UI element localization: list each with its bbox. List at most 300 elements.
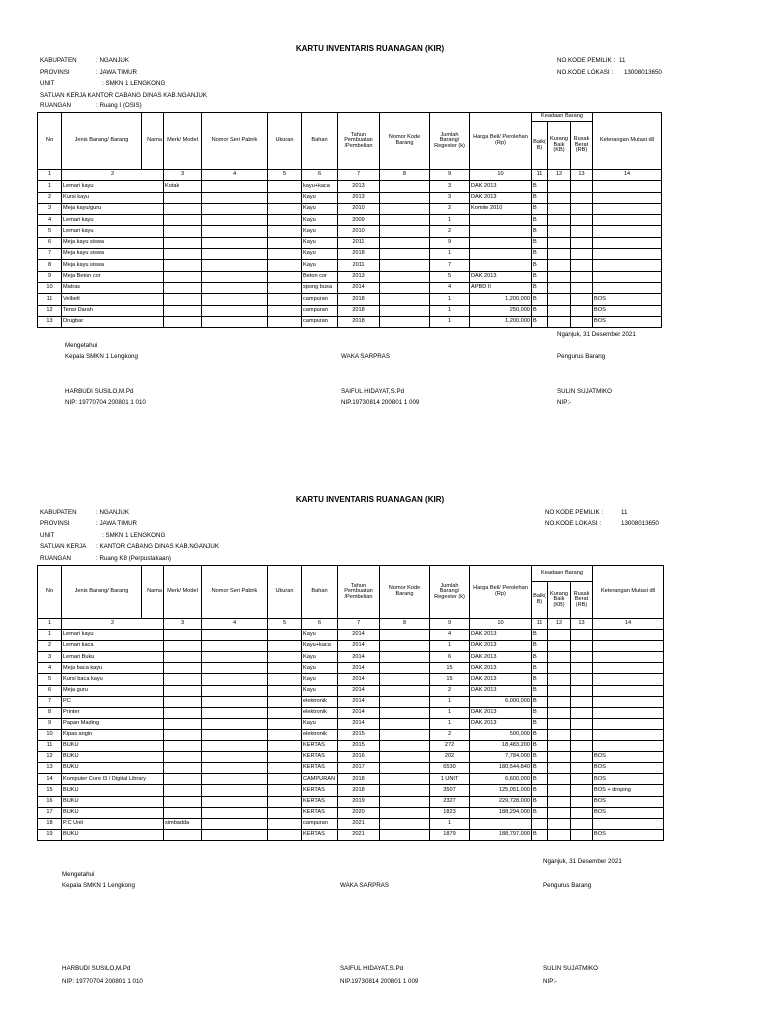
cell-keterangan [593, 729, 664, 740]
cell-kurang-baik [548, 752, 571, 763]
cell-kode-barang [380, 674, 430, 685]
cell-jumlah: 15 [430, 663, 470, 674]
cell-harga: DAK 2013 [470, 663, 532, 674]
cell-nomor-seri [202, 271, 268, 282]
cell-tahun: 2014 [338, 685, 380, 696]
header-nama: Nama [142, 566, 164, 619]
header-kode-barang: Nomor Kode Barang [380, 113, 430, 170]
cell-rusak-berat [571, 271, 593, 282]
cell-keterangan [593, 181, 662, 192]
cell-no: 5 [38, 226, 62, 237]
cell-bahan: elektronik [302, 707, 338, 718]
column-number: 11 [532, 619, 548, 630]
cell-nomor-seri [202, 796, 268, 807]
cell-jenis-barang: BUKU [62, 752, 164, 763]
cell-jumlah: 4 [430, 282, 470, 293]
cell-no: 9 [38, 718, 62, 729]
column-number: 11 [532, 170, 548, 181]
cell-merk [164, 294, 202, 305]
kir-2-waka-name: SAIFUL HIDAYAT,S.Pd [340, 965, 404, 972]
cell-harga: 188,797,000 [470, 829, 532, 840]
cell-jumlah: 1 [430, 305, 470, 316]
cell-baik: B [532, 249, 548, 260]
cell-baik: B [532, 271, 548, 282]
cell-kode-barang [380, 305, 430, 316]
cell-tahun: 2014 [338, 641, 380, 652]
cell-jumlah: 1 [430, 696, 470, 707]
cell-harga: 7,784,000 [470, 752, 532, 763]
cell-keterangan: BOS [593, 796, 664, 807]
kir-2-mengetahui: Mengetahui [62, 871, 95, 878]
cell-baik: B [532, 785, 548, 796]
cell-tahun: 2014 [338, 674, 380, 685]
table-row [38, 192, 662, 203]
cell-ukuran [268, 192, 302, 203]
cell-keterangan: BOS [593, 305, 662, 316]
kir-2-rows [38, 630, 664, 841]
cell-jumlah: 4 [430, 630, 470, 641]
cell-ukuran [268, 630, 302, 641]
kir-1-waka-nip: NIP.19730814 200801 1 009 [341, 399, 420, 406]
cell-jumlah: 1823 [430, 807, 470, 818]
cell-bahan: Kayu [302, 260, 338, 271]
cell-kode-barang [380, 203, 430, 214]
column-number: 7 [338, 170, 380, 181]
cell-kurang-baik [548, 718, 571, 729]
column-number: 12 [548, 619, 571, 630]
kir-2-kepala-nip: NIP: 19770704 200801 1 010 [62, 978, 143, 985]
cell-tahun: 2014 [338, 696, 380, 707]
cell-tahun: 2013 [338, 181, 380, 192]
cell-tahun: 2014 [338, 663, 380, 674]
cell-no: 6 [38, 685, 62, 696]
header-jumlah: Jumlah Barang/ Regester (k) [430, 566, 470, 619]
kir-1-satuan-kerja: SATUAN KERJA: KANTOR CABANG DINAS KAB.NGANJUK [40, 92, 207, 99]
cell-merk: simbadda [164, 818, 202, 829]
cell-rusak-berat [571, 818, 593, 829]
column-number: 14 [593, 170, 662, 181]
cell-ukuran [268, 807, 302, 818]
kir-1-pengurus-title: Pengurus Barang [557, 353, 606, 360]
cell-rusak-berat [571, 192, 593, 203]
cell-kode-barang [380, 294, 430, 305]
cell-keterangan [593, 260, 662, 271]
cell-jumlah: 9 [430, 237, 470, 248]
cell-no: 9 [38, 271, 62, 282]
kir-2-kode-lokasi: NO.KODE LOKASI : 13008013650 [545, 520, 659, 527]
column-number: 3 [164, 170, 202, 181]
cell-merk [164, 663, 202, 674]
cell-no: 4 [38, 215, 62, 226]
kir-1-kode-lokasi: NO.KODE LOKASI : 13008013650 [557, 69, 662, 76]
cell-keterangan: BOS [593, 294, 662, 305]
cell-baik: B [532, 192, 548, 203]
table-row [38, 718, 664, 729]
cell-keterangan [593, 707, 664, 718]
cell-keterangan [593, 663, 664, 674]
cell-bahan: KERTAS [302, 752, 338, 763]
cell-bahan: CAMPURAN [302, 774, 338, 785]
cell-nomor-seri [202, 294, 268, 305]
cell-jumlah: 1 [430, 294, 470, 305]
cell-no: 14 [38, 774, 62, 785]
cell-keterangan: BOS [593, 316, 662, 327]
cell-jenis-barang: BUKU [62, 763, 164, 774]
cell-kurang-baik [548, 215, 571, 226]
cell-kurang-baik [548, 249, 571, 260]
cell-rusak-berat [571, 763, 593, 774]
cell-bahan: spong busa [302, 282, 338, 293]
cell-baik: B [532, 226, 548, 237]
column-number-row [38, 170, 662, 181]
cell-bahan: Kayu [302, 237, 338, 248]
header-harga: Harga Beli/ Perolehan (Rp) [470, 113, 532, 170]
cell-ukuran [268, 785, 302, 796]
cell-baik: B [532, 215, 548, 226]
cell-merk [164, 271, 202, 282]
cell-kode-barang [380, 630, 430, 641]
cell-baik: B [532, 729, 548, 740]
cell-kode-barang [380, 796, 430, 807]
cell-kode-barang [380, 237, 430, 248]
kir-1-ruangan: RUANGAN : Ruang I (OSIS) [40, 102, 142, 109]
cell-tahun: 2018 [338, 305, 380, 316]
cell-jumlah: 2 [430, 729, 470, 740]
table-row [38, 316, 662, 327]
cell-baik: B [532, 630, 548, 641]
cell-ukuran [268, 796, 302, 807]
cell-ukuran [268, 752, 302, 763]
column-number: 4 [202, 619, 268, 630]
cell-baik: B [532, 696, 548, 707]
cell-rusak-berat [571, 807, 593, 818]
header-keterangan: Keterangan Mutasi dll [593, 113, 662, 170]
table-row [38, 729, 664, 740]
cell-bahan: Kayu [302, 192, 338, 203]
cell-kode-barang [380, 696, 430, 707]
column-number: 5 [268, 619, 302, 630]
cell-harga: DAK 2013 [470, 718, 532, 729]
cell-tahun: 2013 [338, 271, 380, 282]
table-row [38, 696, 664, 707]
cell-kurang-baik [548, 226, 571, 237]
cell-jenis-barang: Lemari kayu [62, 226, 164, 237]
cell-jenis-barang: BUKU [62, 829, 164, 840]
cell-tahun: 2011 [338, 237, 380, 248]
cell-kode-barang [380, 663, 430, 674]
cell-merk [164, 249, 202, 260]
cell-kurang-baik [548, 260, 571, 271]
cell-merk [164, 316, 202, 327]
kir-1-title: KARTU INVENTARIS RUANAGAN (KIR) [295, 44, 445, 53]
cell-kode-barang [380, 707, 430, 718]
table-row [38, 215, 662, 226]
cell-no: 18 [38, 818, 62, 829]
header-bahan: Bahan [302, 566, 338, 619]
cell-kode-barang [380, 807, 430, 818]
cell-baik [532, 818, 548, 829]
cell-no: 1 [38, 630, 62, 641]
cell-tahun: 2018 [338, 316, 380, 327]
cell-merk [164, 829, 202, 840]
cell-merk [164, 785, 202, 796]
cell-harga: DAK 2013 [470, 630, 532, 641]
cell-no: 11 [38, 741, 62, 752]
cell-tahun: 2018 [338, 774, 380, 785]
cell-no: 16 [38, 796, 62, 807]
cell-kode-barang [380, 249, 430, 260]
cell-jumlah: 3507 [430, 785, 470, 796]
cell-ukuran [268, 181, 302, 192]
cell-harga: 6,000,000 [470, 696, 532, 707]
cell-nomor-seri [202, 729, 268, 740]
cell-baik: B [532, 641, 548, 652]
cell-ukuran [268, 260, 302, 271]
kir-2-inventory-table [37, 565, 664, 841]
column-number: 3 [164, 619, 202, 630]
cell-nomor-seri [202, 785, 268, 796]
cell-baik: B [532, 807, 548, 818]
cell-bahan: KERTAS [302, 785, 338, 796]
cell-baik: B [532, 741, 548, 752]
cell-keterangan: BOS [593, 774, 664, 785]
cell-ukuran [268, 741, 302, 752]
cell-kode-barang [380, 763, 430, 774]
kir-2-title: KARTU INVENTARIS RUANAGAN (KIR) [295, 495, 445, 504]
header-tahun: Tahun Pembuatan /Pembelian [338, 113, 380, 170]
cell-ukuran [268, 249, 302, 260]
cell-harga: 229,728,000 [470, 796, 532, 807]
cell-no: 2 [38, 641, 62, 652]
cell-tahun: 2014 [338, 652, 380, 663]
cell-baik: B [532, 796, 548, 807]
cell-kode-barang [380, 271, 430, 282]
cell-ukuran [268, 641, 302, 652]
kir-2-date: Nganjuk, 31 Desember 2021 [543, 858, 622, 865]
cell-rusak-berat [571, 652, 593, 663]
cell-bahan: Kayu [302, 630, 338, 641]
cell-rusak-berat [571, 752, 593, 763]
cell-no: 2 [38, 192, 62, 203]
cell-rusak-berat [571, 203, 593, 214]
cell-jenis-barang: Tensi Darah [62, 305, 164, 316]
cell-nomor-seri [202, 237, 268, 248]
cell-jenis-barang: Kursi kayu [62, 192, 164, 203]
cell-tahun: 2017 [338, 763, 380, 774]
cell-kode-barang [380, 752, 430, 763]
cell-harga: Komite 2010 [470, 203, 532, 214]
cell-kode-barang [380, 192, 430, 203]
cell-rusak-berat [571, 729, 593, 740]
cell-kurang-baik [548, 294, 571, 305]
cell-jenis-barang: BUKU [62, 741, 164, 752]
cell-tahun: 2014 [338, 718, 380, 729]
cell-bahan: kayu+kaca [302, 181, 338, 192]
cell-kurang-baik [548, 203, 571, 214]
kir-2-provinsi: PROVINSI : JAWA TIMUR [40, 520, 138, 527]
cell-jenis-barang: P.C Unit [62, 818, 164, 829]
cell-baik: B [532, 718, 548, 729]
cell-kurang-baik [548, 237, 571, 248]
cell-keterangan [593, 674, 664, 685]
cell-jenis-barang: Lemari Buku [62, 652, 164, 663]
table-row [38, 641, 664, 652]
kir-1-kabupaten: KABUPATEN : NGANJUK [40, 57, 130, 64]
cell-merk [164, 752, 202, 763]
header-jenis-barang: Jenis Barang/ Barang [62, 113, 142, 170]
cell-tahun: 2013 [338, 192, 380, 203]
header-jumlah: Jumlah Barang/ Regester (k) [430, 113, 470, 170]
cell-no: 12 [38, 305, 62, 316]
table-row [38, 774, 664, 785]
header-tahun: Tahun Pembuatan /Pembelian [338, 566, 380, 619]
table-row [38, 674, 664, 685]
column-number: 6 [302, 170, 338, 181]
cell-no: 8 [38, 707, 62, 718]
cell-keterangan [593, 818, 664, 829]
column-number: 14 [593, 619, 664, 630]
cell-no: 4 [38, 663, 62, 674]
cell-jumlah: 7 [430, 260, 470, 271]
cell-jumlah: 6530 [430, 763, 470, 774]
cell-merk [164, 807, 202, 818]
cell-ukuran [268, 226, 302, 237]
cell-jenis-barang: Meja kayu siswa [62, 237, 164, 248]
cell-baik: B [532, 707, 548, 718]
cell-bahan: campuran [302, 316, 338, 327]
cell-jumlah: 1 UNIT [430, 774, 470, 785]
cell-jumlah: 6 [430, 652, 470, 663]
cell-rusak-berat [571, 630, 593, 641]
cell-jenis-barang: Lemari kayu [62, 215, 164, 226]
cell-ukuran [268, 282, 302, 293]
cell-jumlah: 5 [430, 271, 470, 282]
cell-keterangan [593, 718, 664, 729]
table-row [38, 181, 662, 192]
cell-baik: B [532, 829, 548, 840]
cell-ukuran [268, 271, 302, 282]
cell-kurang-baik [548, 282, 571, 293]
cell-baik: B [532, 237, 548, 248]
cell-ukuran [268, 215, 302, 226]
cell-bahan: KERTAS [302, 763, 338, 774]
cell-keterangan [593, 203, 662, 214]
column-number: 8 [380, 170, 430, 181]
cell-merk [164, 696, 202, 707]
cell-kurang-baik [548, 630, 571, 641]
cell-nomor-seri [202, 181, 268, 192]
column-number: 13 [571, 170, 593, 181]
cell-rusak-berat [571, 774, 593, 785]
cell-bahan: Kayu [302, 203, 338, 214]
cell-nomor-seri [202, 818, 268, 829]
cell-nomor-seri [202, 741, 268, 752]
kir-2-waka-nip: NIP.19730814 200801 1 009 [340, 978, 419, 985]
cell-no: 13 [38, 316, 62, 327]
cell-bahan: Beton cor [302, 271, 338, 282]
cell-nomor-seri [202, 696, 268, 707]
cell-tahun: 2021 [338, 829, 380, 840]
header-kode-barang: Nomor Kode Barang [380, 566, 430, 619]
header-merk: Merk/ Model [164, 566, 202, 619]
cell-harga: DAK 2013 [470, 641, 532, 652]
kir-2-unit: UNIT : SMKN 1 LENGKONG [40, 532, 166, 539]
cell-merk [164, 630, 202, 641]
column-number: 4 [202, 170, 268, 181]
cell-keterangan [593, 215, 662, 226]
cell-baik: B [532, 181, 548, 192]
cell-jenis-barang: BUKU [62, 807, 164, 818]
cell-no: 1 [38, 181, 62, 192]
column-number: 6 [302, 619, 338, 630]
cell-ukuran [268, 203, 302, 214]
table-row [38, 807, 664, 818]
cell-tahun: 2021 [338, 818, 380, 829]
table-row [38, 249, 662, 260]
cell-bahan: KERTAS [302, 829, 338, 840]
header-rusak-berat: Rusak Berat (RB) [571, 582, 593, 619]
cell-baik: B [532, 674, 548, 685]
cell-tahun: 2009 [338, 215, 380, 226]
column-number-row [38, 619, 664, 630]
kir-2-kabupaten: KABUPATEN : NGANJUK [40, 509, 130, 516]
cell-harga: 18,483,200 [470, 741, 532, 752]
cell-ukuran [268, 663, 302, 674]
cell-bahan: elektronik [302, 729, 338, 740]
cell-harga [470, 226, 532, 237]
cell-rusak-berat [571, 641, 593, 652]
cell-baik: B [532, 260, 548, 271]
header-bahan: Bahan [302, 113, 338, 170]
cell-kode-barang [380, 685, 430, 696]
cell-harga: DAK 2013 [470, 271, 532, 282]
cell-rusak-berat [571, 226, 593, 237]
cell-harga: 6,600,000 [470, 774, 532, 785]
header-nomor-seri: Nomor Seri Pabrik [202, 566, 268, 619]
cell-bahan: Kayu [302, 674, 338, 685]
cell-kode-barang [380, 260, 430, 271]
cell-jumlah: 1 [430, 641, 470, 652]
cell-rusak-berat [571, 718, 593, 729]
cell-tahun: 2018 [338, 294, 380, 305]
cell-harga: DAK 2013 [470, 181, 532, 192]
header-jenis-barang: Jenis Barang/ Barang [62, 566, 142, 619]
cell-no: 10 [38, 282, 62, 293]
cell-nomor-seri [202, 752, 268, 763]
cell-baik: B [532, 305, 548, 316]
cell-keterangan [593, 696, 664, 707]
table-row [38, 294, 662, 305]
cell-rusak-berat [571, 785, 593, 796]
cell-nomor-seri [202, 774, 268, 785]
cell-keterangan: BOS [593, 829, 664, 840]
cell-nomor-seri [202, 763, 268, 774]
cell-keterangan [593, 226, 662, 237]
column-number-row [38, 170, 662, 181]
cell-merk [164, 203, 202, 214]
cell-nomor-seri [202, 829, 268, 840]
cell-ukuran [268, 718, 302, 729]
cell-kode-barang [380, 652, 430, 663]
cell-merk [164, 707, 202, 718]
cell-merk [164, 237, 202, 248]
cell-nomor-seri [202, 282, 268, 293]
cell-jenis-barang: Meja kayu siswa [62, 249, 164, 260]
cell-jumlah: 1 [430, 718, 470, 729]
kir-1-kepala-title: Kepala SMKN 1 Lengkong [65, 353, 138, 360]
table-row [38, 785, 664, 796]
cell-rusak-berat [571, 707, 593, 718]
